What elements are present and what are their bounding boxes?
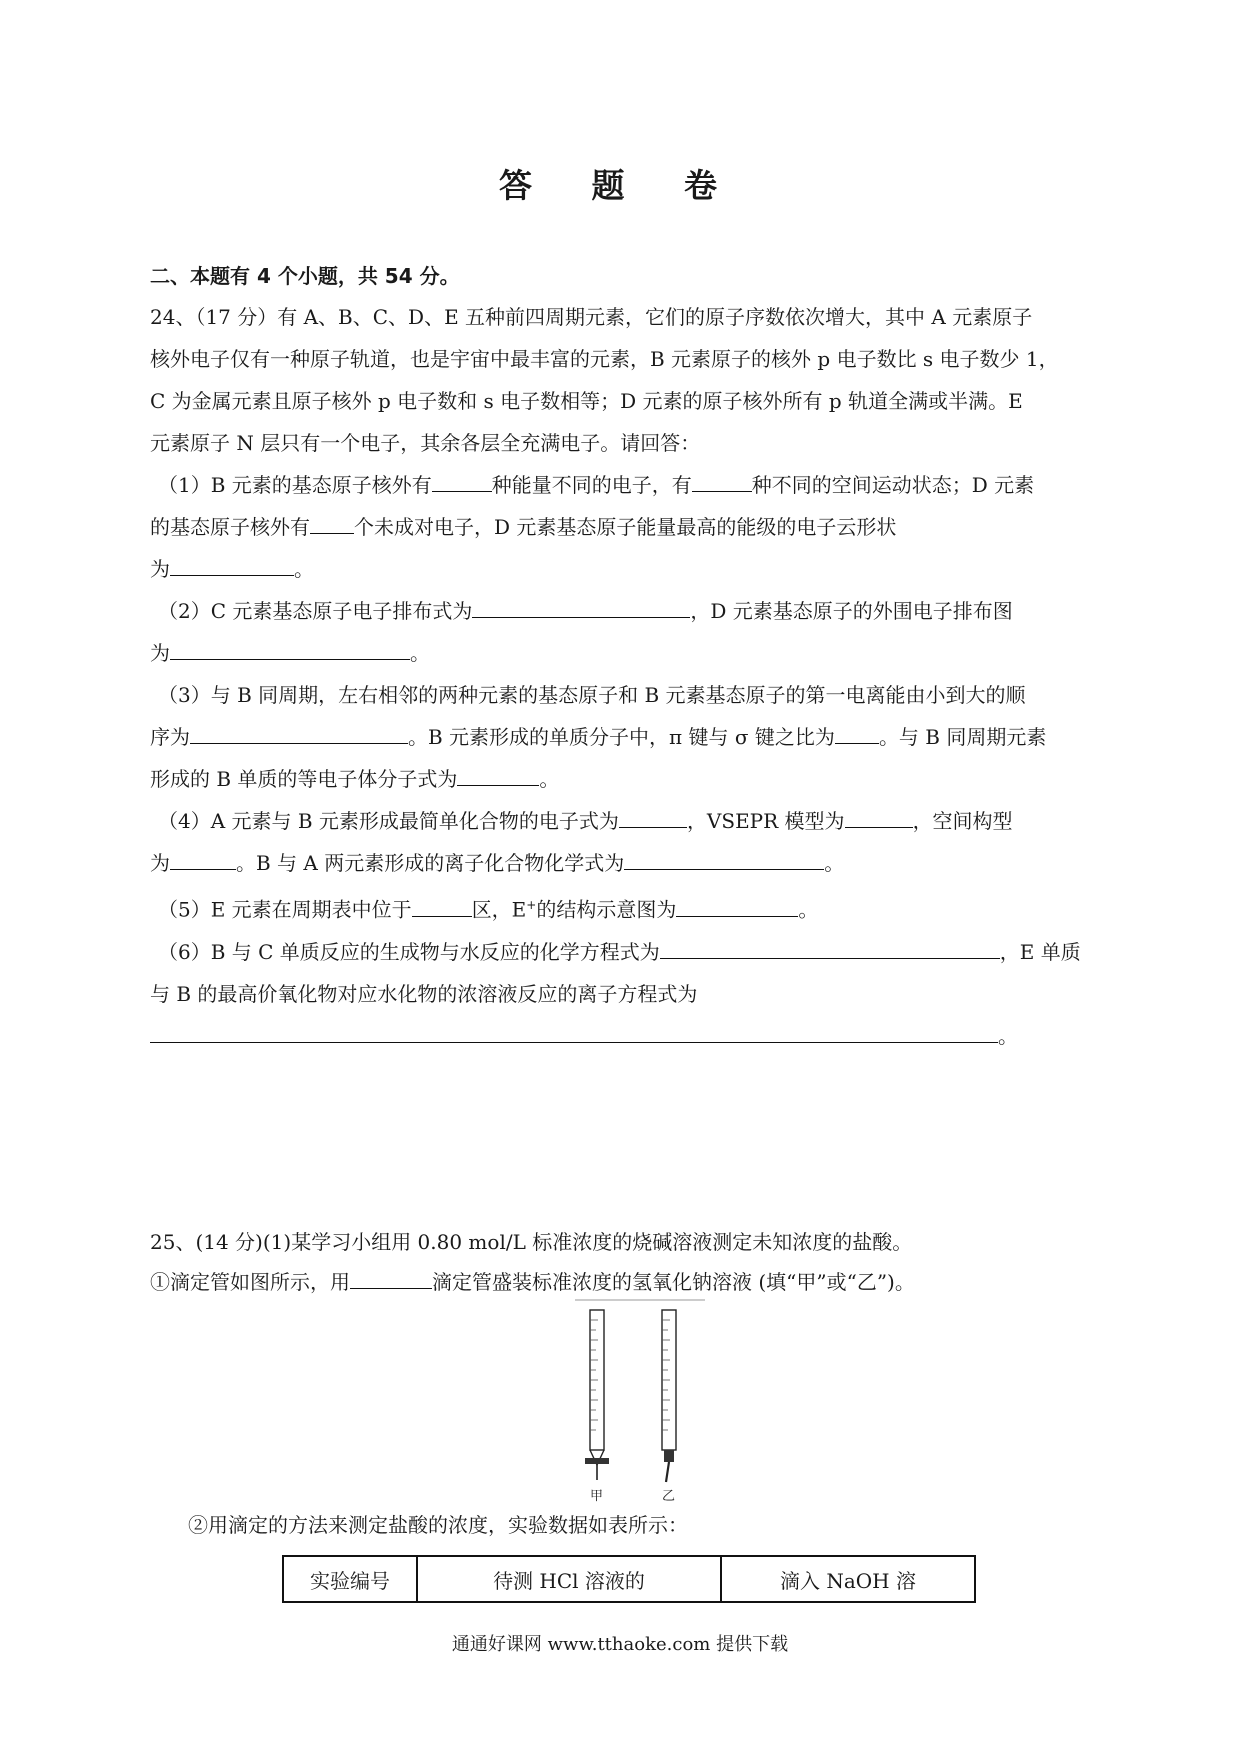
answer-blank[interactable] bbox=[170, 574, 294, 576]
question-24 bbox=[150, 296, 1100, 1057]
answer-blank[interactable] bbox=[624, 868, 824, 870]
table-header-cell: 滴入 NaOH 溶 bbox=[721, 1556, 975, 1602]
q24-part-6-end: 。 bbox=[150, 1015, 1100, 1057]
q24-intro-line-2: 核外电子仅有一种原子轨道，也是宇宙中最丰富的元素，B 元素原子的核外 p 电子数比 s 电子数少 1， bbox=[150, 347, 1059, 371]
answer-blank[interactable] bbox=[660, 957, 1000, 959]
label-jia: 甲 bbox=[590, 1489, 604, 1504]
answer-blank[interactable] bbox=[350, 1287, 432, 1289]
page-title: 答 题 卷 bbox=[499, 166, 741, 205]
q25-intro: 25、(14 分)(1)某学习小组用 0.80 mol/L 标准浓度的烧碱溶液测定未知浓度的盐酸。 bbox=[150, 1230, 913, 1254]
answer-blank[interactable] bbox=[310, 532, 354, 534]
section-heading: 二、本题有 4 个小题，共 54 分。 bbox=[150, 264, 460, 288]
answer-blank[interactable] bbox=[412, 915, 472, 917]
answer-blank[interactable] bbox=[150, 1041, 998, 1043]
burette-jia bbox=[585, 1310, 609, 1480]
q24-intro-line-1: 24、（17 分）有 A、B、C、D、E 五种前四周期元素，它们的原子序数依次增大，其中 A 元素原子 bbox=[150, 305, 1033, 329]
answer-blank[interactable] bbox=[432, 490, 492, 492]
answer-blank[interactable] bbox=[692, 490, 752, 492]
answer-blank[interactable] bbox=[190, 742, 408, 744]
answer-blank[interactable] bbox=[676, 915, 798, 917]
answer-blank[interactable] bbox=[170, 658, 410, 660]
q24-part-6-cont: 与 B 的最高价氧化物对应水化物的浓溶液反应的离子方程式为 bbox=[150, 981, 698, 1006]
answer-blank[interactable] bbox=[457, 784, 539, 786]
answer-blank[interactable] bbox=[472, 616, 690, 618]
table-header-row bbox=[283, 1556, 975, 1602]
q24-intro-line-4: 元素原子 N 层只有一个电子，其余各层全充满电子。请回答： bbox=[150, 431, 701, 455]
q25-step-1: ①滴定管如图所示，用 滴定管盛装标准浓度的氢氧化钠溶液 (填“甲”或“乙”)。 bbox=[150, 1270, 915, 1294]
q24-intro-line-3: C 为金属元素且原子核外 p 电子数和 s 电子数相等；D 元素的原子核外所有 p 轨道全满或半满。E bbox=[150, 389, 1023, 413]
q25-step-2: ②用滴定的方法来测定盐酸的浓度，实验数据如表所示： bbox=[188, 1513, 688, 1537]
q24-part-1-cont: 的基态原子核外有 个未成对电子，D 元素基态原子能量最高的能级的电子云形状 bbox=[150, 515, 897, 539]
q24-part-3: （3）与 B 同周期，左右相邻的两种元素的基态原子和 B 元素基态原子的第一电离能由小到大的顺 bbox=[158, 683, 1026, 707]
question-25 bbox=[150, 1222, 1100, 1302]
page-footer: 通通好课网 www.tthaoke.com 提供下载 bbox=[451, 1634, 789, 1655]
q24-part-2: （2）C 元素基态原子电子排布式为 ，D 元素基态原子的外围电子排布图 bbox=[158, 599, 1013, 623]
answer-blank[interactable] bbox=[619, 826, 687, 828]
table-header-cell: 实验编号 bbox=[283, 1556, 417, 1602]
q24-part-3-cont: 序为 。B 元素形成的单质分子中，π 键与 σ 键之比为 。与 B 同周期元素 bbox=[150, 725, 1047, 749]
q24-part-4-end: 为 。B 与 A 两元素形成的离子化合物化学式为 。 bbox=[150, 851, 845, 875]
burette-yi bbox=[662, 1310, 676, 1482]
data-table bbox=[282, 1555, 976, 1603]
label-yi: 乙 bbox=[662, 1489, 676, 1504]
q24-part-3-end: 形成的 B 单质的等电子体分子式为 。 bbox=[150, 767, 560, 791]
q24-part-5: （5）E 元素在周期表中位于 区，E+的结构示意图为 。 bbox=[158, 897, 819, 922]
answer-blank[interactable] bbox=[845, 826, 913, 828]
q24-part-2-end: 为 。 bbox=[150, 641, 430, 665]
answer-blank[interactable] bbox=[835, 742, 879, 744]
burette-figure bbox=[560, 1300, 720, 1504]
answer-blank[interactable] bbox=[170, 868, 236, 870]
q25-step-2-wrap bbox=[188, 1505, 1138, 1545]
q24-part-6: （6）B 与 C 单质反应的生成物与水反应的化学方程式为 ，E 单质 bbox=[158, 939, 1081, 964]
q24-part-1-end: 为 。 bbox=[150, 557, 314, 581]
table-header-cell: 待测 HCl 溶液的 bbox=[417, 1556, 721, 1602]
data-table-wrap bbox=[282, 1555, 976, 1603]
q24-part-1: （1）B 元素的基态原子核外有 种能量不同的电子，有 种不同的空间运动状态；D 元素 bbox=[158, 473, 1035, 497]
q24-part-4: （4）A 元素与 B 元素形成最简单化合物的电子式为 ，VSEPR 模型为 ，空间构型 bbox=[158, 809, 1013, 833]
